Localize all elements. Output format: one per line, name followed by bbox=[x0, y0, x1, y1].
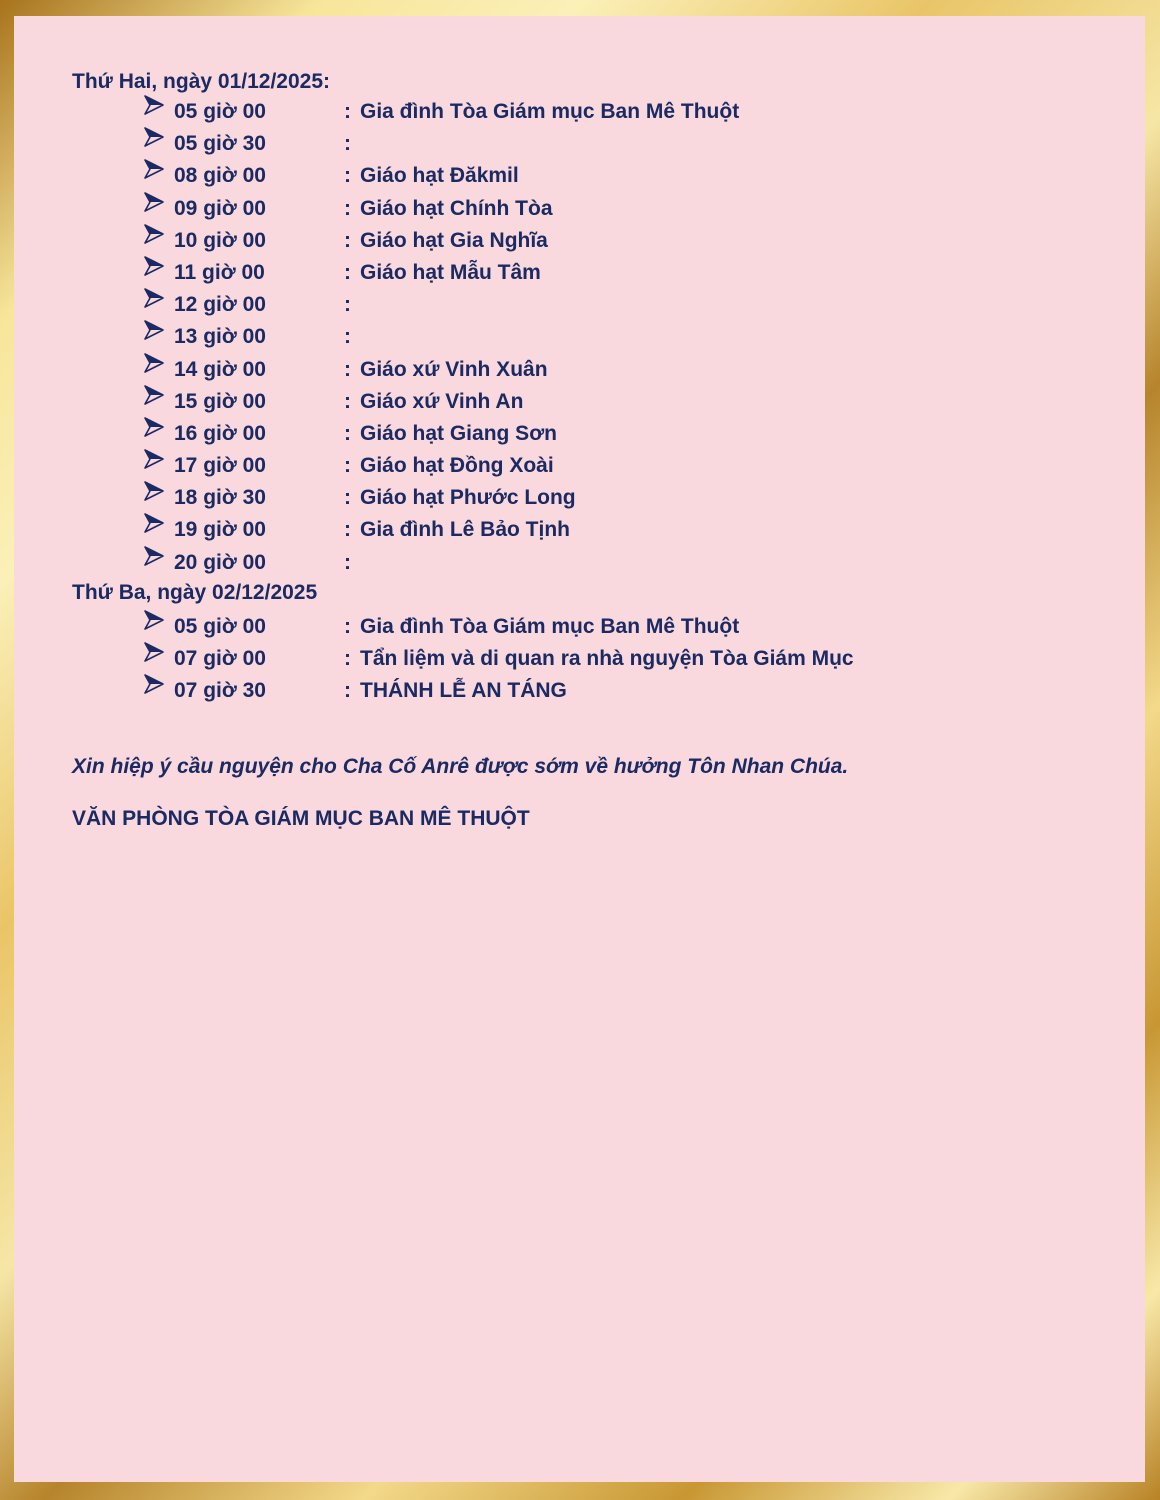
schedule-list bbox=[72, 96, 1105, 579]
schedule-item bbox=[72, 257, 1105, 289]
office-signature: VĂN PHÒNG TÒA GIÁM MỤC BAN MÊ THUỘT bbox=[72, 807, 530, 831]
schedule-description: Giáo hạt Mẫu Tâm bbox=[360, 260, 541, 284]
schedule-time: 07 giờ 30 bbox=[174, 679, 266, 703]
schedule-content bbox=[72, 68, 1105, 833]
schedule-item bbox=[72, 321, 1105, 353]
schedule-time: 19 giờ 00 bbox=[174, 518, 266, 542]
schedule-colon: : bbox=[344, 100, 351, 123]
schedule-time: 10 giờ 00 bbox=[174, 228, 266, 252]
schedule-item bbox=[72, 193, 1105, 225]
schedule-item bbox=[72, 611, 1105, 643]
arrow-bullet-icon bbox=[142, 672, 166, 696]
arrow-bullet-icon bbox=[142, 157, 166, 181]
schedule-colon: : bbox=[344, 550, 351, 574]
schedule-description: Gia đình Tòa Giám mục Ban Mê Thuột bbox=[360, 100, 740, 123]
schedule-item bbox=[72, 354, 1105, 386]
arrow-bullet-icon bbox=[142, 415, 166, 439]
schedule-item bbox=[72, 289, 1105, 321]
arrow-bullet-icon bbox=[142, 383, 166, 407]
schedule-colon: : bbox=[344, 614, 351, 638]
arrow-bullet-icon bbox=[142, 222, 166, 246]
schedule-time: 16 giờ 00 bbox=[174, 421, 266, 445]
arrow-bullet-icon bbox=[142, 93, 166, 117]
schedule-description: Giáo hạt Đồng Xoài bbox=[360, 454, 554, 478]
schedule-description: THÁNH LỄ AN TÁNG bbox=[360, 679, 567, 703]
schedule-description: Giáo hạt Giang Sơn bbox=[360, 421, 557, 445]
arrow-bullet-icon bbox=[142, 351, 166, 375]
schedule-colon: : bbox=[344, 486, 351, 510]
schedule-colon: : bbox=[344, 389, 351, 413]
schedule-description: Gia đình Lê Bảo Tịnh bbox=[360, 518, 570, 542]
day-section bbox=[72, 68, 1105, 579]
day-section bbox=[72, 579, 1105, 708]
schedule-description: Giáo hạt Gia Nghĩa bbox=[360, 228, 548, 252]
arrow-bullet-icon bbox=[142, 318, 166, 342]
schedule-item bbox=[72, 96, 1105, 128]
schedule-time: 13 giờ 00 bbox=[174, 325, 266, 349]
schedule-item bbox=[72, 225, 1105, 257]
arrow-bullet-icon bbox=[142, 608, 166, 632]
document-page bbox=[14, 16, 1145, 1482]
day-heading: Thứ Hai, ngày 01/12/2025: bbox=[72, 70, 330, 93]
schedule-time: 17 giờ 00 bbox=[174, 454, 266, 478]
prayer-note: Xin hiệp ý cầu nguyện cho Cha Cố Anrê được sớm về hưởng Tôn Nhan Chúa. bbox=[72, 755, 849, 779]
arrow-bullet-icon bbox=[142, 479, 166, 503]
schedule-time: 14 giờ 00 bbox=[174, 357, 266, 381]
schedule-colon: : bbox=[344, 325, 351, 349]
schedule-description: Tẩn liệm và di quan ra nhà nguyện Tòa Giám Mục bbox=[360, 647, 854, 670]
schedule-item bbox=[72, 675, 1105, 707]
schedule-item bbox=[72, 482, 1105, 514]
schedule-colon: : bbox=[344, 454, 351, 478]
schedule-list bbox=[72, 611, 1105, 708]
schedule-item bbox=[72, 418, 1105, 450]
schedule-item bbox=[72, 450, 1105, 482]
schedule-description: Giáo hạt Đăkmil bbox=[360, 164, 519, 188]
schedule-days bbox=[72, 68, 1105, 707]
schedule-item bbox=[72, 547, 1105, 579]
schedule-time: 05 giờ 00 bbox=[174, 100, 266, 123]
arrow-bullet-icon bbox=[142, 190, 166, 214]
schedule-time: 05 giờ 00 bbox=[174, 614, 266, 638]
schedule-description: Gia đình Tòa Giám mục Ban Mê Thuột bbox=[360, 614, 740, 638]
schedule-colon: : bbox=[344, 260, 351, 284]
schedule-description: Giáo xứ Vinh An bbox=[360, 389, 524, 413]
schedule-time: 09 giờ 00 bbox=[174, 196, 266, 220]
schedule-time: 08 giờ 00 bbox=[174, 164, 266, 188]
schedule-item bbox=[72, 386, 1105, 418]
schedule-time: 20 giờ 00 bbox=[174, 550, 266, 574]
arrow-bullet-icon bbox=[142, 286, 166, 310]
schedule-time: 18 giờ 30 bbox=[174, 486, 266, 510]
schedule-time: 15 giờ 00 bbox=[174, 389, 266, 413]
schedule-item bbox=[72, 128, 1105, 160]
schedule-time: 07 giờ 00 bbox=[174, 647, 266, 670]
schedule-colon: : bbox=[344, 421, 351, 445]
schedule-description: Giáo hạt Phước Long bbox=[360, 486, 576, 510]
schedule-colon: : bbox=[344, 679, 351, 703]
schedule-time: 11 giờ 00 bbox=[174, 260, 265, 284]
arrow-bullet-icon bbox=[142, 544, 166, 568]
schedule-colon: : bbox=[344, 228, 351, 252]
schedule-colon: : bbox=[344, 518, 351, 542]
arrow-bullet-icon bbox=[142, 125, 166, 149]
schedule-colon: : bbox=[344, 293, 351, 317]
schedule-description: Giáo xứ Vinh Xuân bbox=[360, 357, 548, 381]
schedule-description: Giáo hạt Chính Tòa bbox=[360, 196, 553, 220]
schedule-colon: : bbox=[344, 132, 351, 156]
arrow-bullet-icon bbox=[142, 254, 166, 278]
arrow-bullet-icon bbox=[142, 640, 166, 664]
schedule-colon: : bbox=[344, 164, 351, 188]
schedule-item bbox=[72, 160, 1105, 192]
arrow-bullet-icon bbox=[142, 447, 166, 471]
arrow-bullet-icon bbox=[142, 511, 166, 535]
schedule-colon: : bbox=[344, 196, 351, 220]
schedule-colon: : bbox=[344, 357, 351, 381]
schedule-time: 12 giờ 00 bbox=[174, 293, 266, 317]
day-heading: Thứ Ba, ngày 02/12/2025 bbox=[72, 580, 318, 604]
schedule-item bbox=[72, 514, 1105, 546]
schedule-time: 05 giờ 30 bbox=[174, 132, 266, 156]
schedule-item bbox=[72, 643, 1105, 675]
schedule-colon: : bbox=[344, 647, 351, 670]
